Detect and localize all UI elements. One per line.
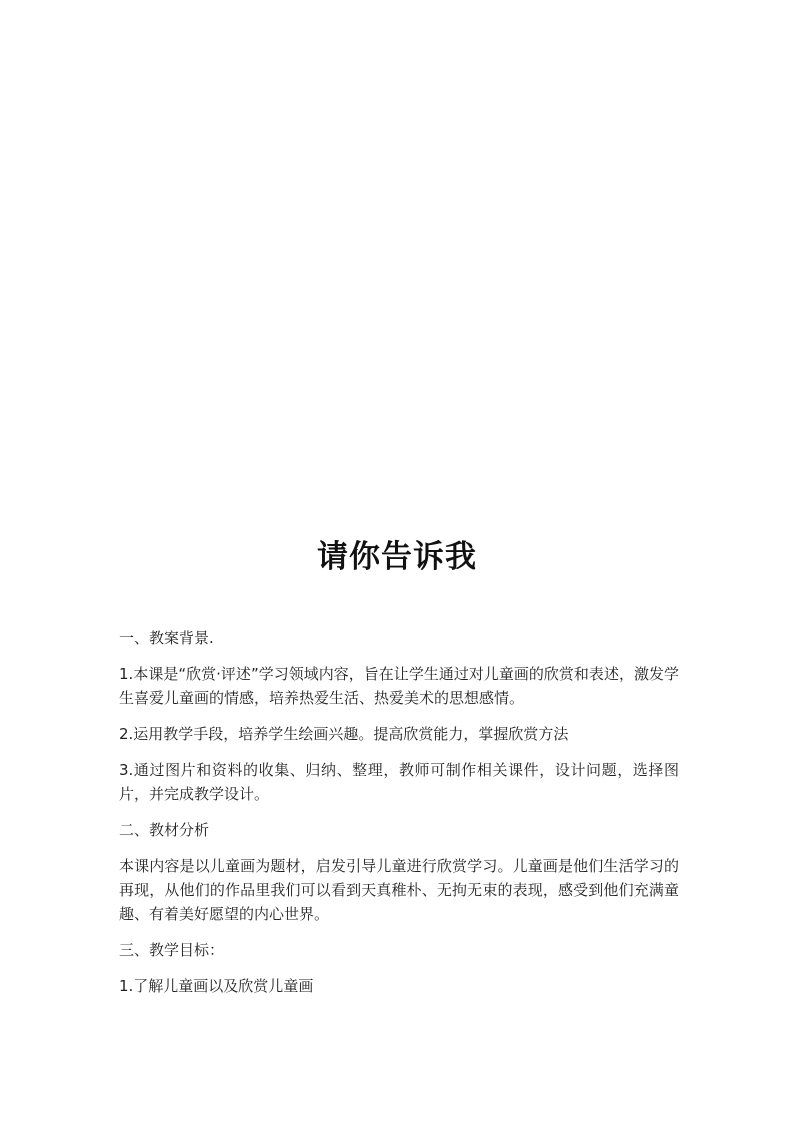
paragraph-objective-1: 1.了解儿童画以及欣赏儿童画 bbox=[119, 977, 314, 995]
paragraph-background-1: 1.本课是“欣赏·评述”学习领域内容，旨在让学生通过对儿童画的欣赏和表述，激发学生喜爱儿童画的情感，培养热爱生活、热爱美术的思想感情。 bbox=[119, 665, 679, 707]
document-body bbox=[119, 626, 679, 1010]
paragraph-background-2: 2.运用教学手段，培养学生绘画兴趣。提高欣赏能力，掌握欣赏方法 bbox=[119, 725, 569, 743]
paragraph-analysis: 本课内容是以儿童画为题材，启发引导儿童进行欣赏学习。儿童画是他们生活学习的再现，从他们的作品里我们可以看到天真稚朴、无拘无束的表现，感受到他们充满童趣、有着美好愿望的内心世界。 bbox=[119, 857, 679, 923]
section-heading-analysis: 二、教材分析 bbox=[119, 821, 210, 839]
paragraph-background-3: 3.通过图片和资料的收集、归纳、整理，教师可制作相关课件，设计问题，选择图片，并完成教学设计。 bbox=[119, 761, 679, 803]
section-heading-objectives: 三、教学目标： bbox=[119, 941, 225, 959]
document-title: 请你告诉我 bbox=[317, 539, 477, 575]
section-heading-background: 一、教案背景. bbox=[119, 629, 214, 647]
